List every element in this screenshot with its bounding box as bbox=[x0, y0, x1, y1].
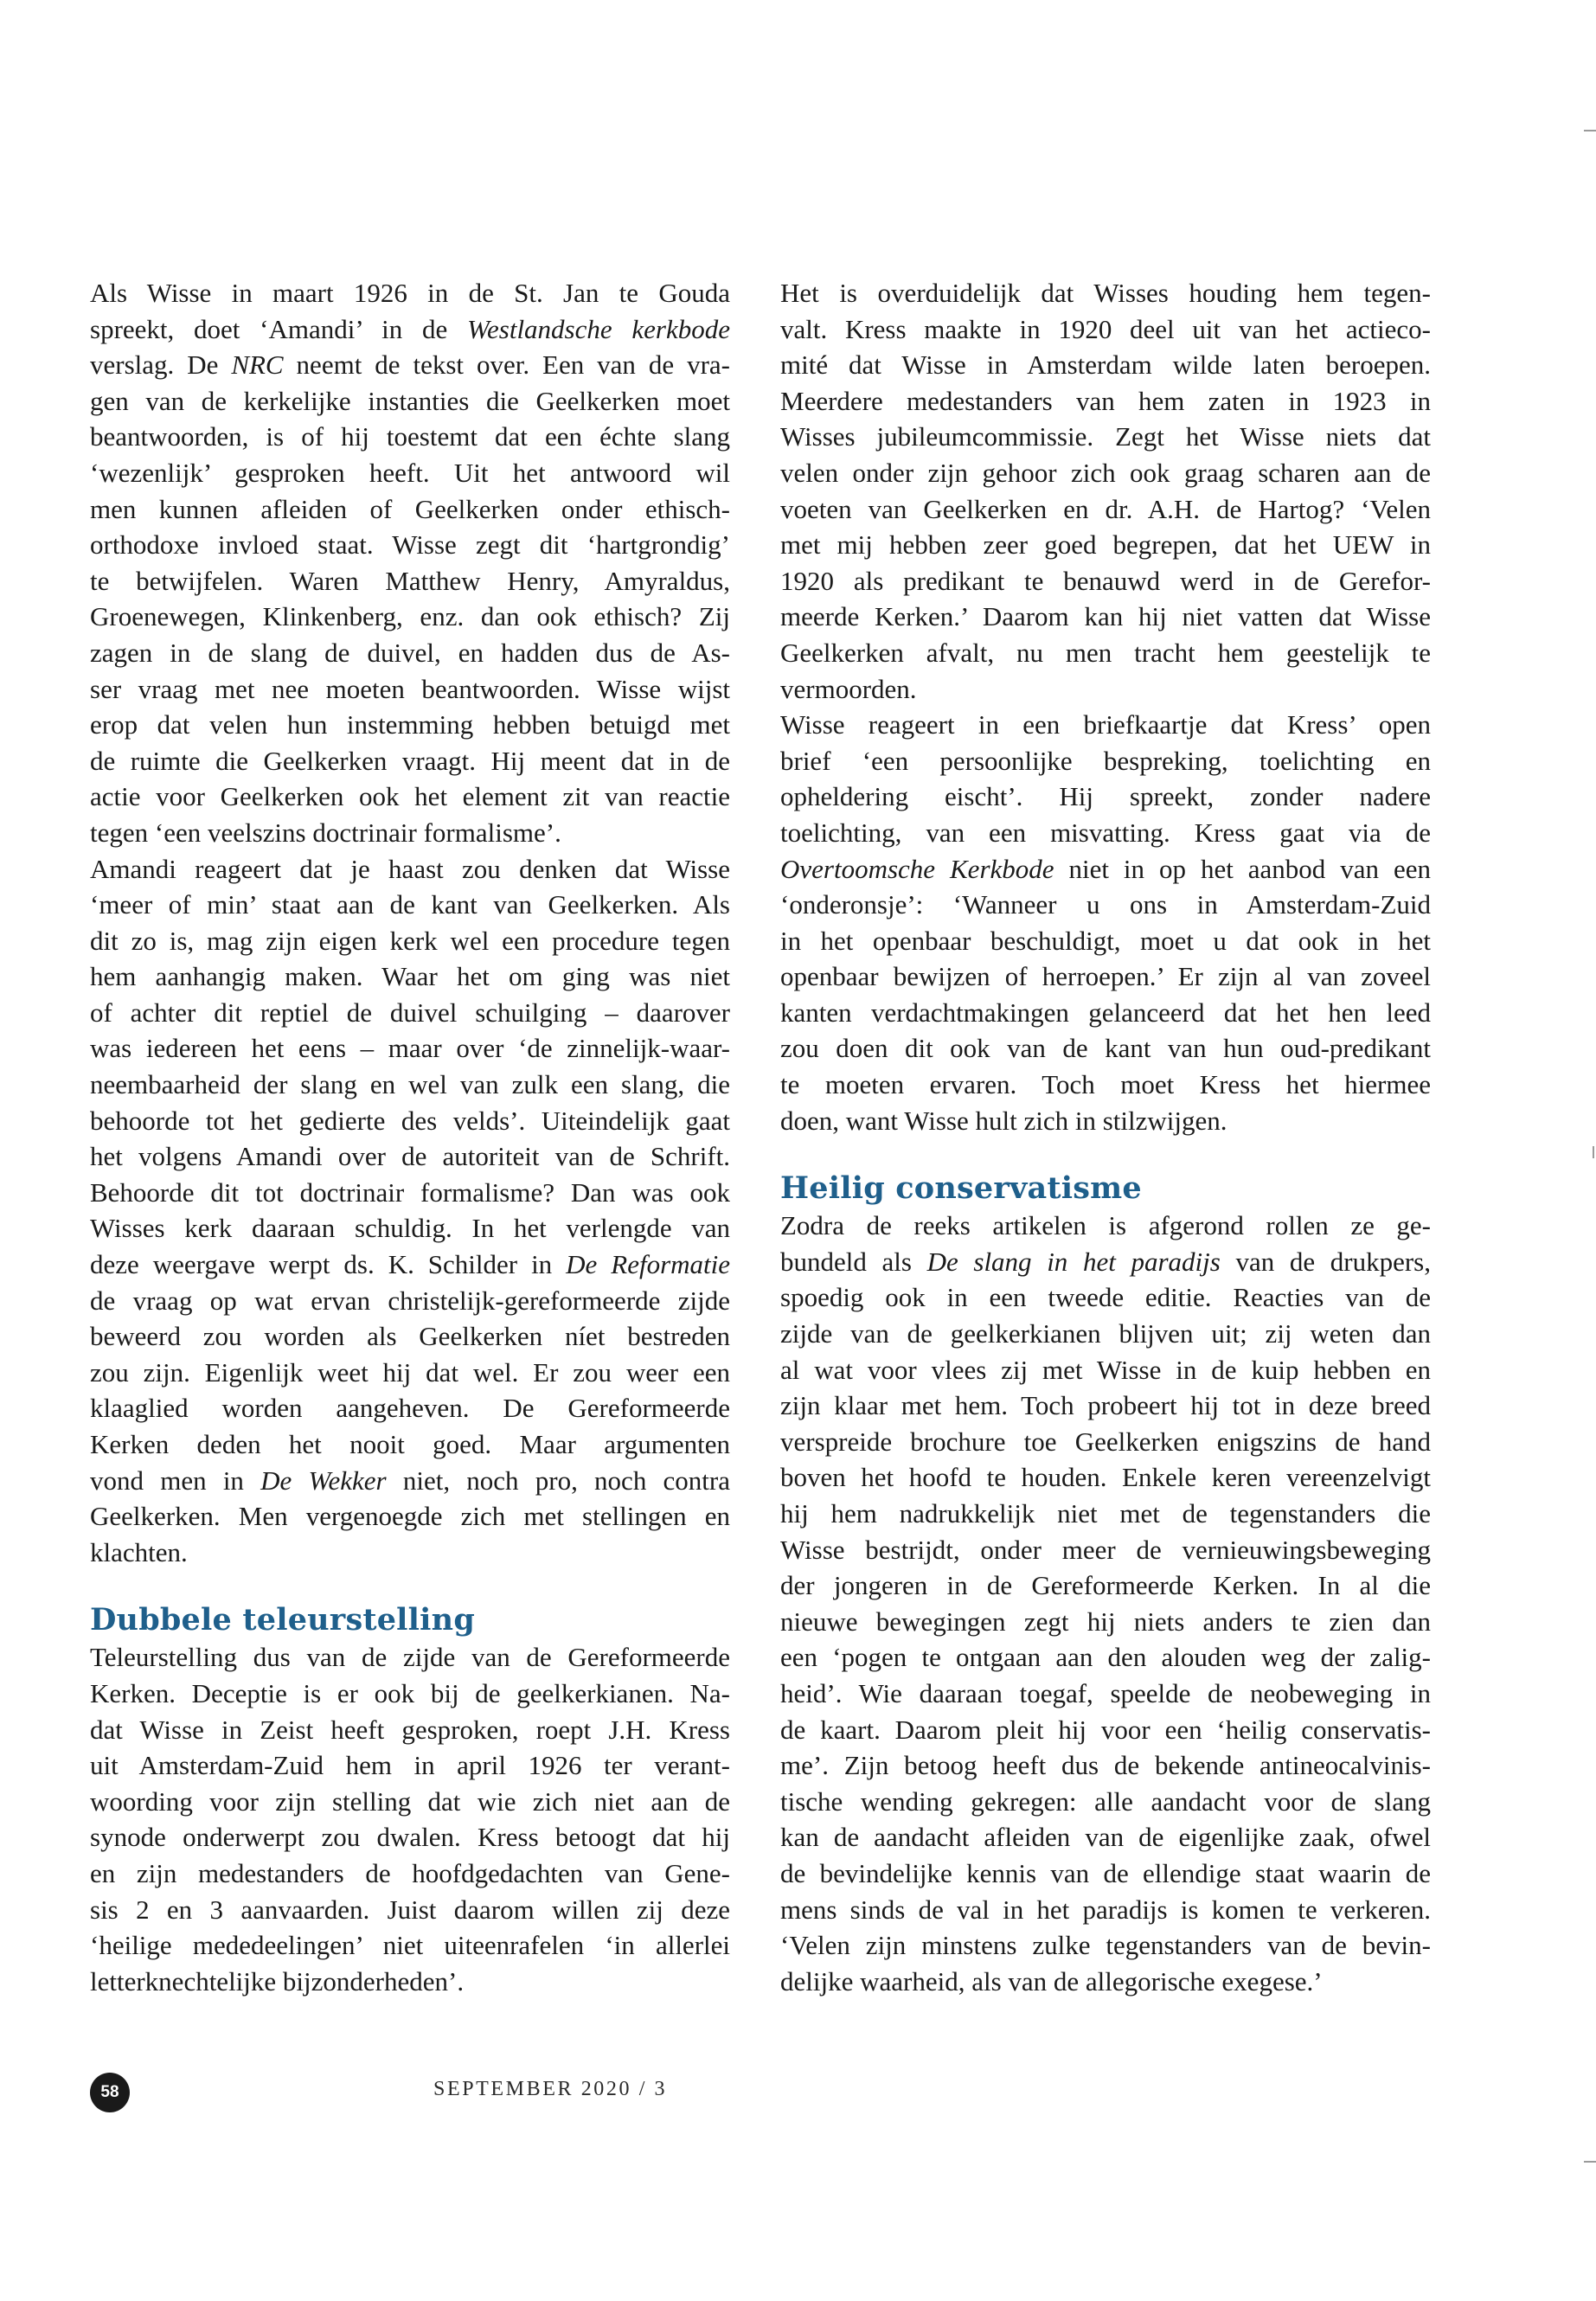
text-line bbox=[90, 1892, 730, 1928]
text-line bbox=[780, 815, 1431, 851]
text-line bbox=[90, 923, 730, 959]
page-number-badge: 58 bbox=[90, 2073, 130, 2112]
text-run: zijn klaar met hem. Toch probeert hij tot in deze breed bbox=[780, 1390, 1431, 1421]
text-run: deze weergave werpt ds. K. Schilder in bbox=[90, 1249, 567, 1280]
text-run: men kunnen afleiden of Geelkerken onder ethisch- bbox=[90, 493, 730, 524]
text-line bbox=[780, 1103, 1431, 1139]
text-line bbox=[90, 1426, 730, 1463]
text-line bbox=[90, 1175, 730, 1211]
text-run: een ‘pogen te ontgaan aan den alouden weg der zalig- bbox=[780, 1642, 1431, 1673]
page-footer bbox=[90, 2073, 747, 2112]
text-run: beantwoorden, is of hij toestemt dat een échte slang bbox=[90, 421, 730, 452]
text-line bbox=[90, 1964, 730, 2000]
text-run: zou doen dit ook van de kant van hun oud-predikant bbox=[780, 1033, 1431, 1064]
text-run: de ruimte die Geelkerken vraagt. Hij meent dat in de bbox=[90, 745, 730, 776]
text-run: 1920 als predikant te benauwd werd in de Gerefor- bbox=[780, 565, 1431, 596]
text-line bbox=[780, 1208, 1431, 1244]
text-line bbox=[780, 1892, 1431, 1928]
text-line bbox=[90, 491, 730, 528]
text-line bbox=[780, 1712, 1431, 1748]
text-run: kan de aandacht afleiden van de eigenlijke zaak, ofwel bbox=[780, 1822, 1431, 1853]
text-line bbox=[780, 1676, 1431, 1712]
text-line bbox=[90, 1318, 730, 1355]
text-line bbox=[780, 635, 1431, 671]
text-line bbox=[90, 1247, 730, 1283]
italic-title: De Wekker bbox=[260, 1465, 387, 1496]
text-line bbox=[780, 1964, 1431, 2000]
text-run: tegen ‘een veelszins doctrinair formalisme’. bbox=[90, 817, 561, 848]
text-run: Geelkerken afvalt, nu men tracht hem geestelijk te bbox=[780, 637, 1431, 668]
text-run: actie voor Geelkerken ook het element zit van reactie bbox=[90, 781, 730, 812]
text-line bbox=[780, 311, 1431, 348]
text-run: zou zijn. Eigenlijk weet hij dat wel. Er zou weer een bbox=[90, 1356, 730, 1388]
text-run: Groenewegen, Klinkenberg, enz. dan ook ethisch? Zij bbox=[90, 601, 730, 632]
text-line bbox=[780, 1604, 1431, 1640]
text-run: tische wending gekregen: alle aandacht voor de slang bbox=[780, 1785, 1431, 1817]
text-line bbox=[90, 1819, 730, 1856]
text-line bbox=[780, 1747, 1431, 1784]
text-line bbox=[780, 275, 1431, 311]
italic-title: De Reformatie bbox=[566, 1249, 731, 1280]
text-line bbox=[90, 275, 730, 311]
text-line bbox=[780, 1819, 1431, 1856]
text-line bbox=[780, 1030, 1431, 1067]
text-line bbox=[90, 383, 730, 420]
text-run: te betwijfelen. Waren Matthew Henry, Amyraldus, bbox=[90, 565, 730, 596]
text-run: ‘wezenlijk’ gesproken heeft. Uit het antwoord wil bbox=[90, 457, 730, 488]
text-run: voeten van Geelkerken en dr. A.H. de Hartog? ‘Velen bbox=[780, 493, 1431, 524]
text-run: niet in op het aanbod van een bbox=[1054, 853, 1431, 884]
text-line bbox=[780, 1784, 1431, 1820]
text-run: de vraag op wat ervan christelijk-gereformeerde zijde bbox=[90, 1285, 730, 1316]
text-line bbox=[90, 1210, 730, 1247]
text-line bbox=[780, 779, 1431, 815]
text-run: te moeten ervaren. Toch moet Kress het hiermee bbox=[780, 1069, 1431, 1100]
text-line bbox=[780, 958, 1431, 995]
text-run: ‘meer of min’ staat aan de kant van Geelkerken. Als bbox=[90, 889, 730, 920]
text-line bbox=[780, 1927, 1431, 1964]
text-line bbox=[90, 563, 730, 599]
text-run: klaaglied worden aangeheven. De Gereformeerde bbox=[90, 1393, 730, 1424]
text-line bbox=[780, 671, 1431, 708]
text-line bbox=[90, 1283, 730, 1319]
text-line bbox=[90, 1498, 730, 1535]
text-run: verslag. De bbox=[90, 349, 232, 381]
text-line bbox=[780, 1316, 1431, 1352]
text-run: me’. Zijn betoog heeft dus de bekende antineocalvinis- bbox=[780, 1750, 1431, 1781]
text-line bbox=[90, 347, 730, 383]
text-run: Wisses kerk daaraan schuldig. In het verlengde van bbox=[90, 1213, 730, 1244]
text-run: doen, want Wisse hult zich in stilzwijgen. bbox=[780, 1105, 1227, 1136]
text-run: openbaar bewijzen of herroepen.’ Er zijn al van zoveel bbox=[780, 961, 1431, 992]
text-line bbox=[90, 1067, 730, 1103]
text-run: Behoorde dit tot doctrinair formalisme? Dan was ook bbox=[90, 1176, 730, 1208]
text-line bbox=[780, 455, 1431, 491]
section-spacer bbox=[90, 1570, 730, 1598]
text-run: Kerken. Deceptie is er ook bij de geelkerkianen. Na- bbox=[90, 1677, 730, 1708]
text-run: dit zo is, mag zijn eigen kerk wel een procedure tegen bbox=[90, 925, 730, 956]
text-line bbox=[90, 671, 730, 708]
text-line bbox=[780, 743, 1431, 779]
text-line bbox=[780, 1424, 1431, 1460]
text-line bbox=[90, 887, 730, 923]
text-line bbox=[90, 1390, 730, 1426]
text-line bbox=[780, 1856, 1431, 1892]
text-run: Wisse reageert in een briefkaartje dat Kress’ open bbox=[780, 709, 1431, 740]
text-run: al wat voor vlees zij met Wisse in de kuip hebben en bbox=[780, 1354, 1431, 1385]
text-run: erop dat velen hun instemming hebben betuigd met bbox=[90, 709, 730, 740]
text-run: spoedig ook in een tweede editie. Reacties van de bbox=[780, 1282, 1431, 1313]
text-run: ‘onderonsje’: ‘Wanneer u ons in Amsterdam-Zuid bbox=[780, 889, 1431, 920]
text-line bbox=[90, 1355, 730, 1391]
text-line bbox=[780, 995, 1431, 1031]
text-line bbox=[90, 635, 730, 671]
text-run: synode onderwerpt zou dwalen. Kress betoogt dat hij bbox=[90, 1822, 730, 1853]
text-run: uit Amsterdam-Zuid hem in april 1926 ter verant- bbox=[90, 1750, 730, 1781]
text-run: de kaart. Daarom pleit hij voor een ‘heilig conservatis- bbox=[780, 1714, 1431, 1745]
text-run: brief ‘een persoonlijke bespreking, toelichting en bbox=[780, 745, 1431, 776]
text-line bbox=[780, 1067, 1431, 1103]
text-line bbox=[90, 419, 730, 455]
text-line bbox=[90, 1030, 730, 1067]
text-line bbox=[90, 527, 730, 563]
text-line bbox=[780, 1279, 1431, 1316]
text-line bbox=[780, 887, 1431, 923]
text-run: Als Wisse in maart 1926 in de St. Jan te Gouda bbox=[90, 278, 730, 308]
text-run: ser vraag met nee moeten beantwoorden. Wisse wijst bbox=[90, 673, 730, 704]
text-line bbox=[90, 455, 730, 491]
text-run: vermoorden. bbox=[780, 673, 917, 704]
section-heading: Dubbele teleurstelling bbox=[90, 1602, 475, 1638]
text-line bbox=[780, 1352, 1431, 1388]
text-line bbox=[90, 707, 730, 743]
text-line bbox=[780, 1244, 1431, 1280]
text-run: Teleurstelling dus van de zijde van de Gereformeerde bbox=[90, 1642, 730, 1673]
text-run: toelichting, van een misvatting. Kress gaat via de bbox=[780, 817, 1431, 848]
text-line bbox=[780, 851, 1431, 888]
text-line bbox=[780, 599, 1431, 635]
italic-title: Westlandsche kerkbode bbox=[467, 313, 730, 344]
text-run: delijke waarheid, als van de allegorische exegese.’ bbox=[780, 1965, 1323, 1997]
text-run: mens sinds de val in het paradijs is komen te verkeren. bbox=[780, 1894, 1431, 1925]
text-line bbox=[90, 1676, 730, 1712]
text-run: kanten verdachtmakingen gelanceerd dat het hen leed bbox=[780, 997, 1431, 1028]
article-right-column bbox=[780, 275, 1431, 1999]
text-run: spreekt, doet ‘Amandi’ in de bbox=[90, 313, 468, 344]
text-line bbox=[780, 1459, 1431, 1496]
text-line bbox=[90, 1856, 730, 1892]
issue-label: SEPTEMBER 2020 / 3 bbox=[433, 2078, 668, 2100]
text-line bbox=[90, 743, 730, 779]
text-run: de bevindelijke kennis van de ellendige staat waarin de bbox=[780, 1857, 1431, 1888]
section-spacer bbox=[780, 1138, 1431, 1166]
text-line bbox=[90, 815, 730, 851]
text-line bbox=[780, 1532, 1431, 1568]
text-run: van de drukpers, bbox=[1220, 1246, 1431, 1277]
text-run: met mij hebben zeer goed begrepen, dat het UEW in bbox=[780, 529, 1431, 561]
text-run: mité dat Wisse in Amsterdam wilde laten beroepen. bbox=[780, 349, 1431, 381]
text-run: was iedereen het eens – maar over ‘de zinnelijk-waar- bbox=[90, 1033, 730, 1064]
text-run: of achter dit reptiel de duivel schuilging – daarover bbox=[90, 997, 730, 1028]
text-run: heid’. Wie daaraan toegaf, speelde de neobeweging in bbox=[780, 1677, 1431, 1708]
text-run: Wisses jubileumcommissie. Zegt het Wisse niets dat bbox=[780, 421, 1431, 452]
text-line bbox=[780, 527, 1431, 563]
text-run: beweerd zou worden als Geelkerken níet bestreden bbox=[90, 1321, 730, 1352]
text-line bbox=[780, 1388, 1431, 1424]
text-line bbox=[780, 491, 1431, 528]
italic-title: Overtoomsche Kerkbode bbox=[780, 853, 1054, 884]
text-line bbox=[90, 1535, 730, 1571]
section-heading: Heilig conservatisme bbox=[780, 1170, 1142, 1207]
text-run: verspreide brochure toe Geelkerken enigszins de hand bbox=[780, 1426, 1431, 1457]
text-run: sis 2 en 3 aanvaarden. Juist daarom willen zij deze bbox=[90, 1894, 730, 1925]
text-run: zijde van de geelkerkianen blijven uit; zij weten dan bbox=[780, 1318, 1431, 1349]
text-run: Meerdere medestanders van hem zaten in 1923 in bbox=[780, 385, 1431, 416]
text-line bbox=[90, 1784, 730, 1820]
text-line bbox=[90, 1639, 730, 1676]
text-run: opheldering eischt’. Hij spreekt, zonder nadere bbox=[780, 781, 1431, 812]
text-run: behoorde tot het gedierte des velds’. Uiteindelijk gaat bbox=[90, 1105, 730, 1136]
crop-mark-bottom bbox=[1584, 2161, 1596, 2163]
text-run: hij hem nadrukkelijk niet met de tegenstanders die bbox=[780, 1498, 1431, 1529]
text-run: gen van de kerkelijke instanties die Geelkerken moet bbox=[90, 385, 730, 416]
text-line bbox=[90, 995, 730, 1031]
text-line bbox=[90, 311, 730, 348]
text-line bbox=[90, 851, 730, 888]
text-line bbox=[90, 1927, 730, 1964]
text-run: dat Wisse in Zeist heeft gesproken, roept J.H. Kress bbox=[90, 1714, 730, 1745]
text-line bbox=[780, 383, 1431, 420]
text-run: Amandi reageert dat je haast zou denken dat Wisse bbox=[90, 853, 730, 884]
text-line bbox=[90, 958, 730, 995]
text-line bbox=[90, 1747, 730, 1784]
text-run: Wisse bestrijdt, onder meer de vernieuwingsbeweging bbox=[780, 1534, 1431, 1565]
text-run: hem aanhangig maken. Waar het om ging was niet bbox=[90, 961, 730, 992]
text-line bbox=[90, 599, 730, 635]
text-run: boven het hoofd te houden. Enkele keren vereenzelvigt bbox=[780, 1462, 1431, 1493]
text-run: nieuwe bewegingen zegt hij niets anders te zien dan bbox=[780, 1606, 1431, 1637]
italic-title: NRC bbox=[231, 349, 284, 381]
text-line bbox=[780, 563, 1431, 599]
text-line bbox=[780, 923, 1431, 959]
text-run: het volgens Amandi over de autoriteit van de Schrift. bbox=[90, 1141, 730, 1172]
text-line bbox=[780, 1567, 1431, 1604]
text-line bbox=[90, 779, 730, 815]
text-line bbox=[780, 1639, 1431, 1676]
text-run: der jongeren in de Gereformeerde Kerken. In al die bbox=[780, 1570, 1431, 1601]
italic-title: De slang in het paradijs bbox=[926, 1246, 1221, 1277]
text-run: en zijn medestanders de hoofdgedachten van Gene- bbox=[90, 1857, 730, 1888]
text-line bbox=[90, 1138, 730, 1175]
text-run: orthodoxe invloed staat. Wisse zegt dit ‘hartgrondig’ bbox=[90, 529, 730, 561]
text-line bbox=[780, 419, 1431, 455]
text-run: zagen in de slang de duivel, en hadden dus de As- bbox=[90, 637, 730, 668]
text-run: ‘heilige mededeelingen’ niet uiteenrafelen ‘in allerlei bbox=[90, 1930, 730, 1961]
article-left-column bbox=[90, 275, 730, 1999]
text-run: ‘Velen zijn minstens zulke tegenstanders van de bevin- bbox=[780, 1930, 1431, 1961]
text-line bbox=[90, 1463, 730, 1499]
text-run: vond men in bbox=[90, 1465, 261, 1496]
text-run: Geelkerken. Men vergenoegde zich met stellingen en bbox=[90, 1501, 730, 1532]
crop-mark-middle bbox=[1593, 1146, 1594, 1158]
text-run: klachten. bbox=[90, 1536, 188, 1567]
text-line bbox=[780, 347, 1431, 383]
text-line bbox=[90, 1712, 730, 1748]
text-run: velen onder zijn gehoor zich ook graag scharen aan de bbox=[780, 457, 1431, 488]
crop-mark-top bbox=[1584, 130, 1596, 131]
text-line bbox=[90, 1103, 730, 1139]
text-run: Kerken deden het nooit goed. Maar argumenten bbox=[90, 1429, 730, 1459]
text-run: valt. Kress maakte in 1920 deel uit van het actieco- bbox=[780, 313, 1431, 344]
text-run: Zodra de reeks artikelen is afgerond rollen ze ge- bbox=[780, 1210, 1431, 1241]
text-run: in het openbaar beschuldigt, moet u dat ook in het bbox=[780, 925, 1431, 956]
text-run: letterknechtelijke bijzonderheden’. bbox=[90, 1965, 465, 1997]
text-run: bundeld als bbox=[780, 1246, 927, 1277]
text-run: Het is overduidelijk dat Wisses houding hem tegen- bbox=[780, 278, 1431, 308]
text-line bbox=[780, 707, 1431, 743]
text-run: neembaarheid der slang en wel van zulk een slang, die bbox=[90, 1069, 730, 1100]
text-run: woording voor zijn stelling dat wie zich niet aan de bbox=[90, 1785, 730, 1817]
text-run: meerde Kerken.’ Daarom kan hij niet vatten dat Wisse bbox=[780, 601, 1431, 632]
text-line bbox=[780, 1496, 1431, 1532]
text-run: neemt de tekst over. Een van de vra- bbox=[283, 349, 730, 381]
text-run: niet, noch pro, noch contra bbox=[386, 1465, 730, 1496]
